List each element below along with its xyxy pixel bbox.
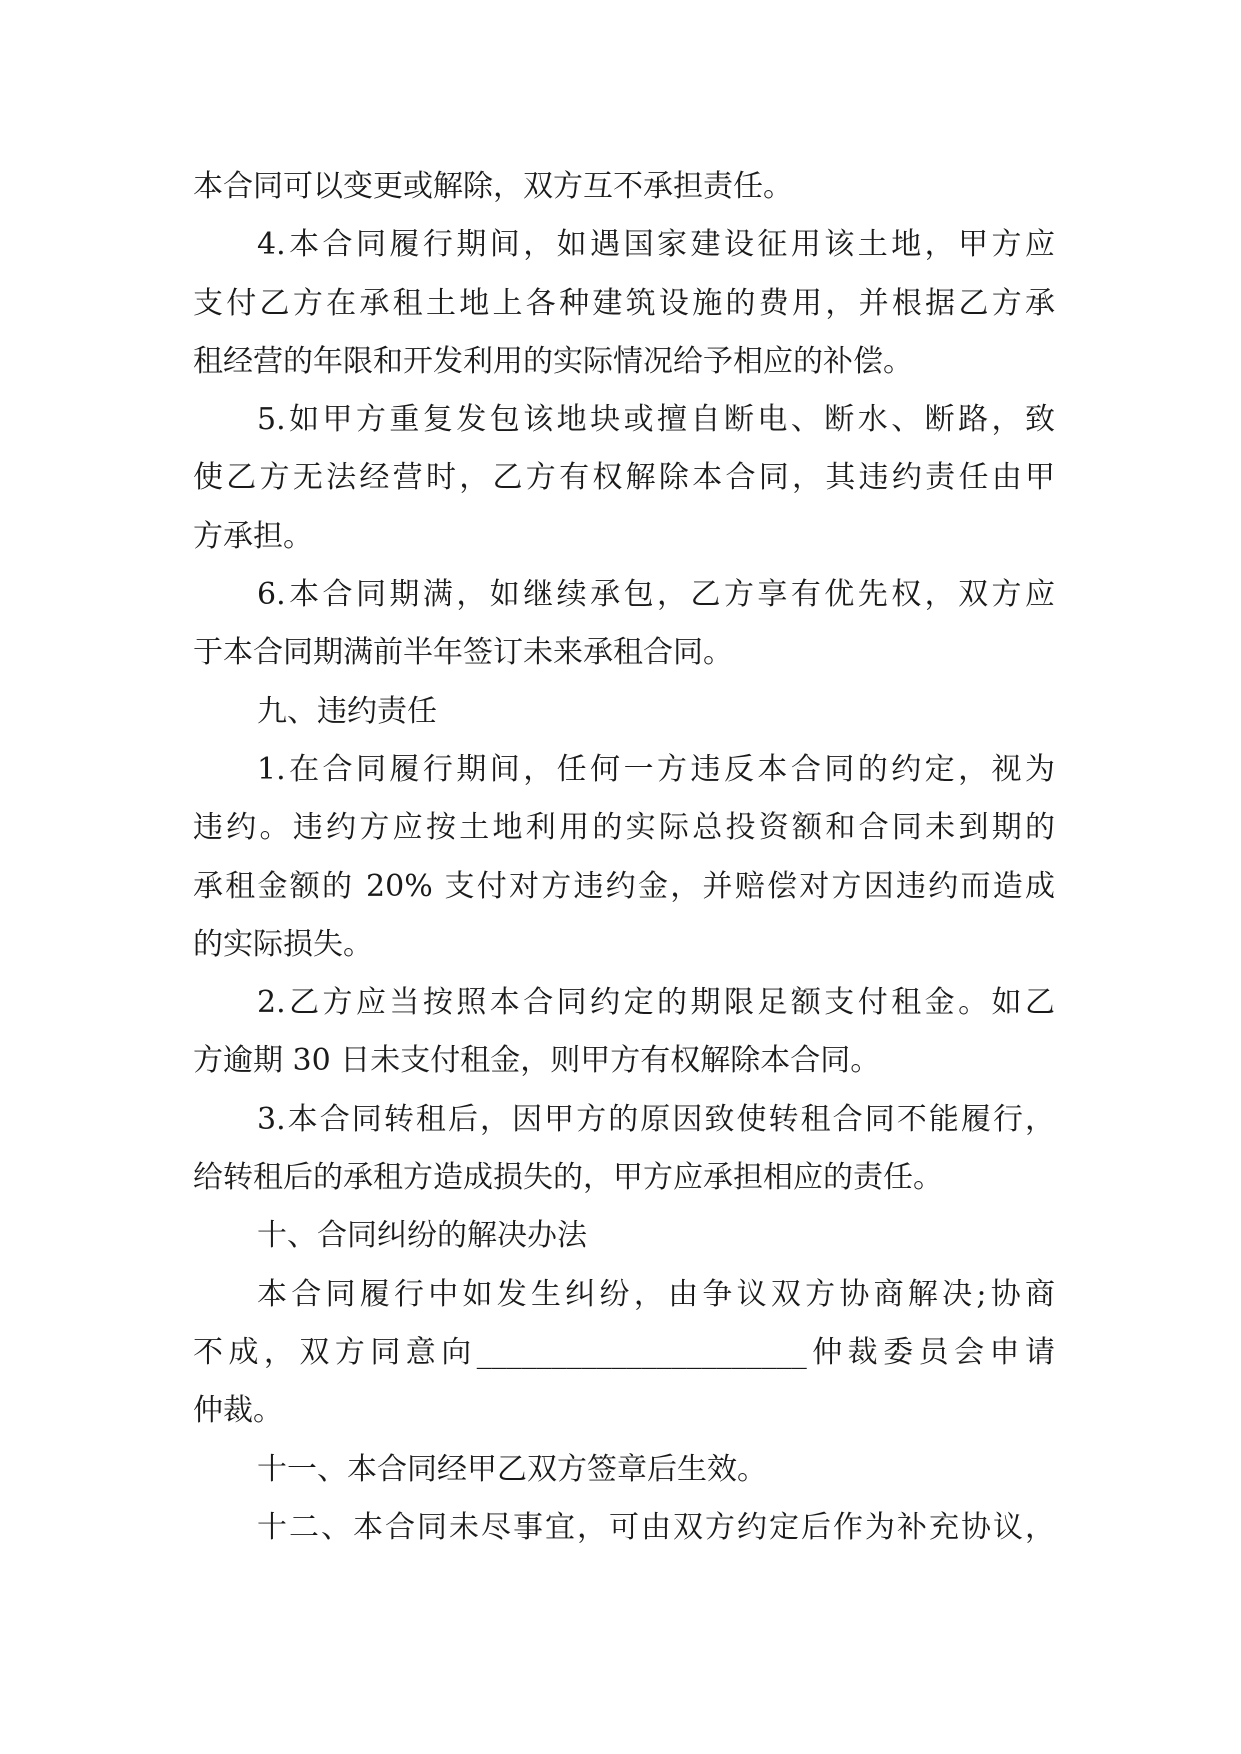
text-line: 的实际损失。 <box>193 926 373 962</box>
text-line: 十二、本合同未尽事宜，可由双方约定后作为补充协议， <box>257 1509 1055 1545</box>
text-line: 1.在合同履行期间，任何一方违反本合同的约定，视为 <box>257 751 1055 787</box>
text-line: 5.如甲方重复发包该地块或擅自断电、断水、断路，致 <box>257 402 1055 438</box>
text-line: 于本合同期满前半年签订未来承租合同。 <box>193 635 733 671</box>
text-line: 不成，双方同意向______________________仲裁委员会申请 <box>193 1334 1055 1370</box>
text-line: 方逾期 30 日未支付租金，则甲方有权解除本合同。 <box>193 1043 881 1079</box>
text-line: 违约。违约方应按土地利用的实际总投资额和合同未到期的 <box>193 810 1055 846</box>
section-heading: 十、合同纠纷的解决办法 <box>257 1218 587 1254</box>
text-line: 十一、本合同经甲乙双方签章后生效。 <box>257 1451 767 1487</box>
contract-text <box>193 158 1055 1557</box>
text-line: 给转租后的承租方造成损失的，甲方应承担相应的责任。 <box>193 1160 943 1196</box>
text-line: 4.本合同履行期间，如遇国家建设征用该土地，甲方应 <box>257 227 1055 263</box>
text-line: 2.乙方应当按照本合同约定的期限足额支付租金。如乙 <box>257 985 1055 1021</box>
text-line: 使乙方无法经营时，乙方有权解除本合同，其违约责任由甲 <box>193 460 1055 496</box>
text-line: 租经营的年限和开发利用的实际情况给予相应的补偿。 <box>193 343 913 379</box>
text-line: 方承担。 <box>193 518 313 554</box>
text-line: 3.本合同转租后，因甲方的原因致使转租合同不能履行， <box>257 1101 1055 1137</box>
text-line: 本合同履行中如发生纠纷，由争议双方协商解决;协商 <box>257 1276 1055 1312</box>
text-line: 本合同可以变更或解除，双方互不承担责任。 <box>193 169 793 204</box>
section-heading: 九、违约责任 <box>257 693 437 729</box>
text-line: 承租金额的 20% 支付对方违约金，并赔偿对方因违约而造成 <box>193 868 1055 904</box>
text-line: 支付乙方在承租土地上各种建筑设施的费用，并根据乙方承 <box>193 285 1055 321</box>
text-line: 仲裁。 <box>193 1393 283 1429</box>
text-line: 6.本合同期满，如继续承包，乙方享有优先权，双方应 <box>257 577 1055 613</box>
